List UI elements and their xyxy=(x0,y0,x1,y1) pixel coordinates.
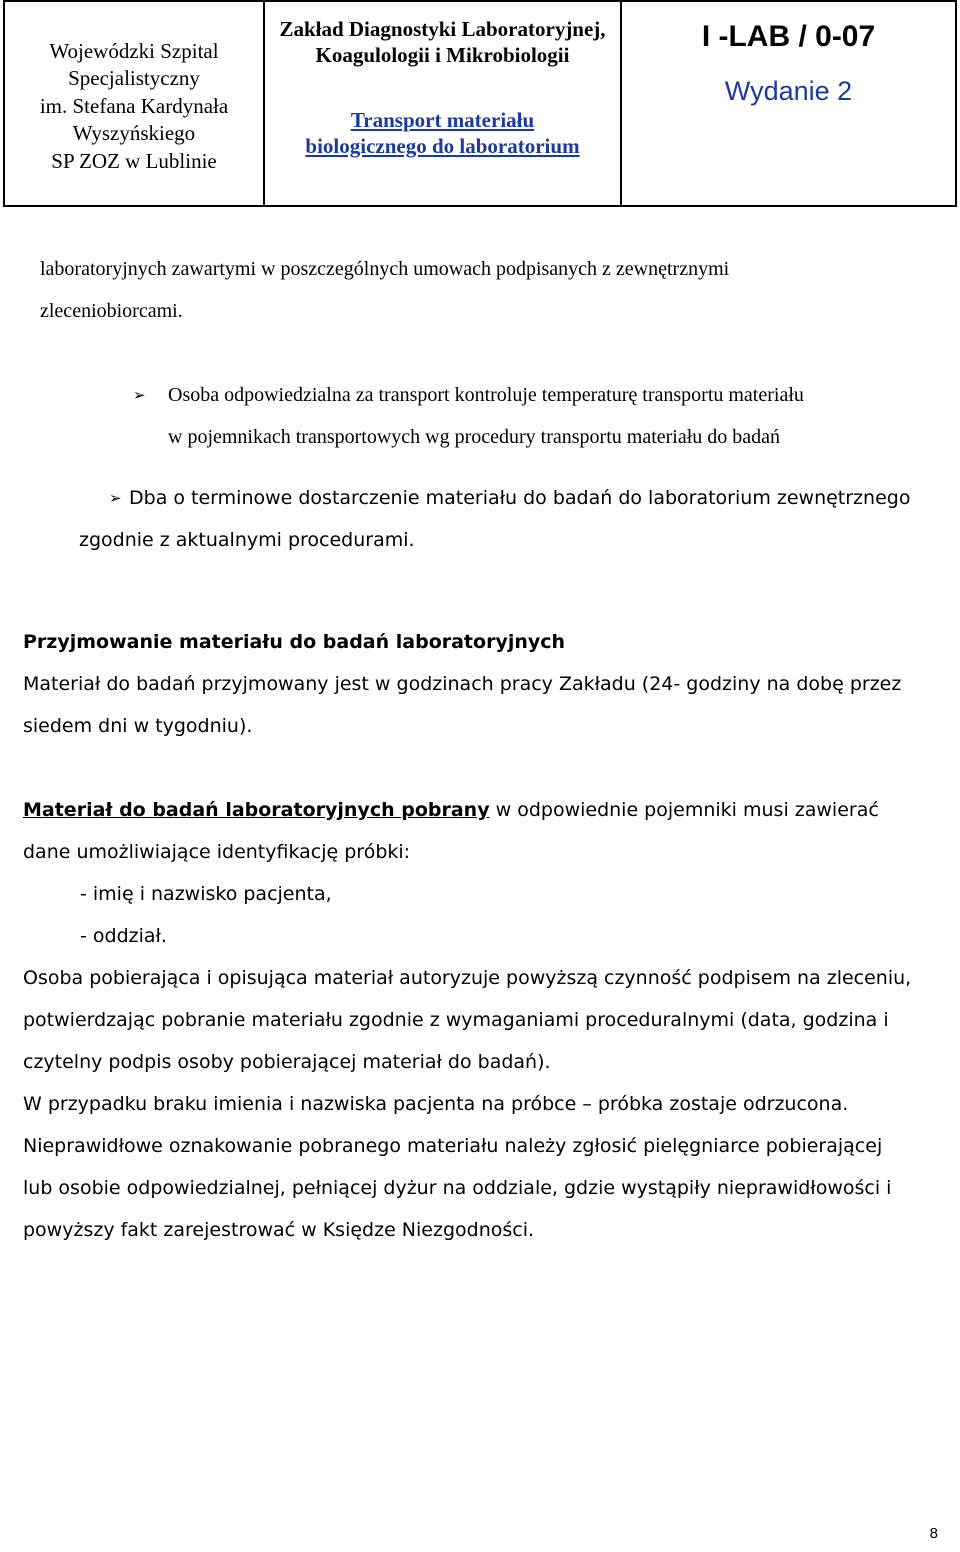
text-line: Osoba pobierająca i opisująca materiał autoryzuje powyższą czynność podpisem na zleceniu, xyxy=(23,967,912,989)
text-line: czytelny podpis osoby pobierającej materiał do badań). xyxy=(23,1051,551,1073)
text-line: zgodnie z aktualnymi procedurami. xyxy=(79,529,415,551)
text-line: powyższy fakt zarejestrować w Księdze Niezgodności. xyxy=(23,1219,535,1241)
hospital-line: im. Stefana Kardynała xyxy=(39,93,229,118)
text-line: Nieprawidłowe oznakowanie pobranego materiału należy zgłosić pielęgniarce pobierającej xyxy=(23,1135,883,1157)
text-line: dane umożliwiające identyfikację próbki: xyxy=(23,841,411,863)
bullet-arrow-icon: ➢ xyxy=(109,491,122,507)
list-item: - oddział. xyxy=(80,925,167,947)
edition-label: Wydanie 2 xyxy=(724,76,853,106)
hospital-line: SP ZOZ w Lublinie xyxy=(51,148,217,173)
document-topic-line: biologicznego do laboratorium xyxy=(305,134,580,158)
text-line: lub osobie odpowiedzialnej, pełniącej dyżur na oddziale, gdzie wystąpiły nieprawidłowości i xyxy=(23,1177,892,1199)
text-line: zleceniobiorcami. xyxy=(40,300,183,322)
text-line: potwierdzając pobranie materiału zgodnie z wymaganiami proceduralnymi (data, godzina i xyxy=(23,1009,889,1031)
document-code: I -LAB / 0-07 xyxy=(701,20,876,53)
hospital-line: Specjalistyczny xyxy=(68,66,200,91)
document-topic-line: Transport materiału xyxy=(350,108,535,132)
section-labeling xyxy=(23,789,911,1251)
text-line xyxy=(23,789,911,831)
bullet-arrow-icon: ➢ xyxy=(133,388,146,404)
text-line: Dba o terminowe dostarczenie materiału do badań do laboratorium zewnętrznego xyxy=(129,487,911,509)
text-line: W przypadku braku imienia i nazwiska pacjenta na próbce – próbka zostaje odrzucona. xyxy=(23,1093,849,1115)
text-line: Materiał do badań przyjmowany jest w godzinach pracy Zakładu (24- godziny na dobę przez xyxy=(23,673,902,695)
text-fragment: w odpowiednie pojemniki musi zawierać xyxy=(489,799,879,821)
text-line: siedem dni w tygodniu). xyxy=(23,715,253,737)
bullet-item xyxy=(168,374,804,458)
text-line: w pojemnikach transportowych wg procedury transportu materiału do badań xyxy=(168,426,781,448)
hospital-name xyxy=(5,2,265,205)
list-item: - imię i nazwisko pacjenta, xyxy=(80,883,332,905)
hospital-line: Wojewódzki Szpital xyxy=(49,38,219,63)
text-line: Osoba odpowiedzialna za transport kontroluje temperaturę transportu materiału xyxy=(168,384,804,406)
section-heading: Przyjmowanie materiału do badań laboratoryjnych xyxy=(23,631,566,653)
text-line: laboratoryjnych zawartymi w poszczególnych umowach podpisanych z zewnętrznymi xyxy=(40,258,730,280)
bullet-item xyxy=(79,477,910,561)
document-header xyxy=(3,0,957,207)
section-heading: Materiał do badań laboratoryjnych pobrany xyxy=(23,799,490,821)
lab-info xyxy=(265,2,622,205)
hospital-line: Wyszyńskiego xyxy=(72,121,196,146)
intro-paragraph xyxy=(40,248,729,332)
section-intake xyxy=(23,621,901,747)
lab-name-line: Koagulologii i Mikrobiologii xyxy=(315,43,570,67)
doc-id xyxy=(622,2,955,205)
page-number: 8 xyxy=(929,1525,938,1542)
lab-name-line: Zakład Diagnostyki Laboratoryjnej, xyxy=(279,17,606,41)
